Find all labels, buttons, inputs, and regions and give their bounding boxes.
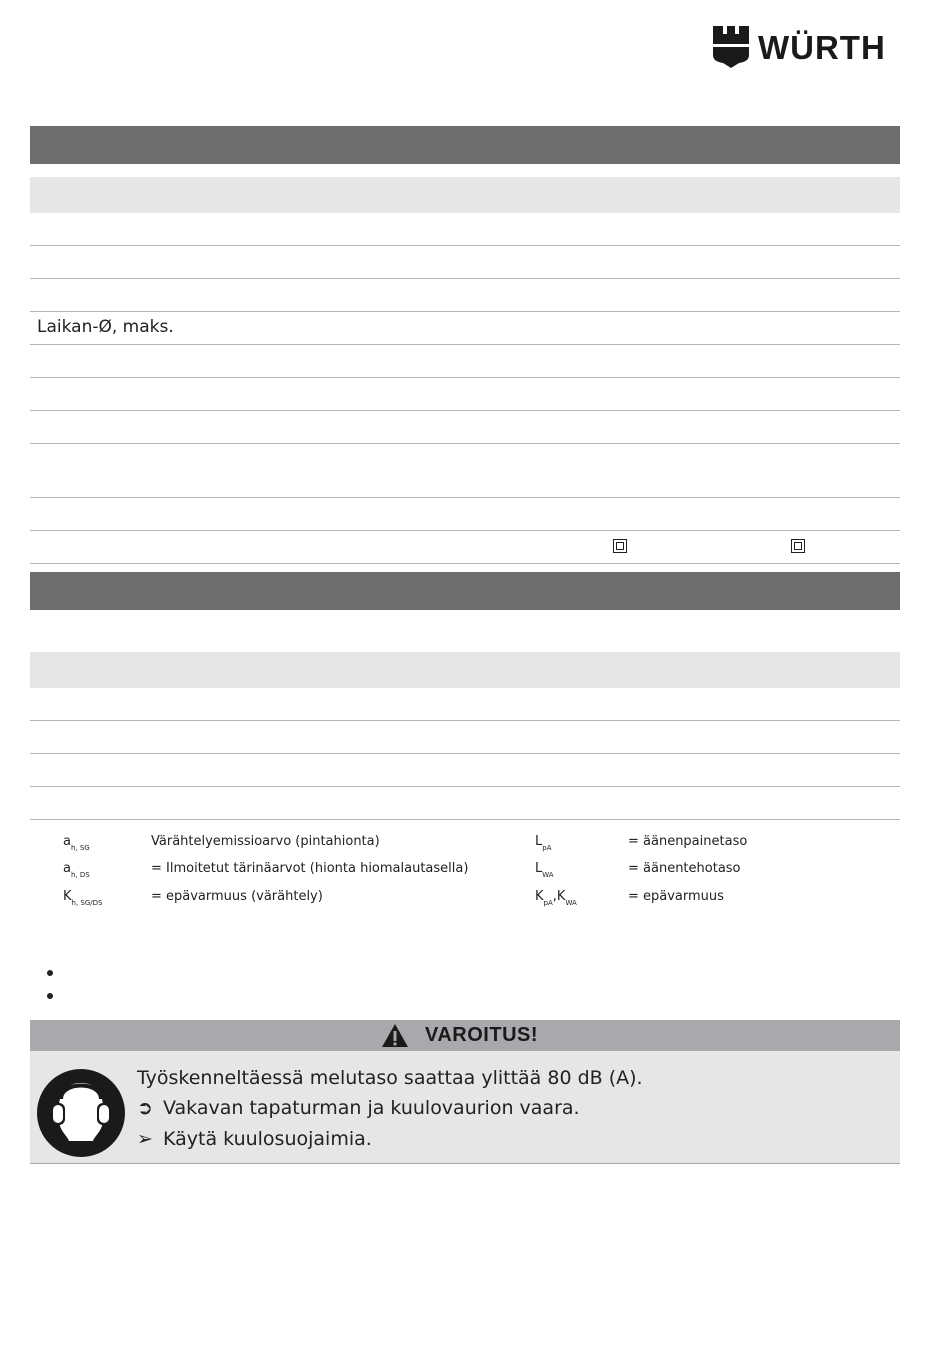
legend-description: = epävarmuus (värähtely) — [151, 889, 323, 904]
legend-symbol: $K_{h, SG/DS}$ — [63, 889, 103, 907]
action-arrow-icon: ➢ — [137, 1128, 153, 1150]
legend-symbol: $L_{pA}$ — [535, 834, 552, 852]
warning-line-consequence: Vakavan tapaturman ja kuulovaurion vaara. — [163, 1097, 580, 1119]
legend-description: = Ilmoitetut tärinäarvot (hionta hiomalautasella) — [151, 861, 469, 876]
table-divider — [30, 530, 900, 531]
warning-line-action: Käytä kuulosuojaimia. — [163, 1128, 372, 1150]
legend-symbol: $a_{h, SG}$ — [63, 834, 90, 852]
warning-line-hazard: Työskenneltäessä melutaso saattaa ylittää 80 dB (A). — [137, 1067, 643, 1089]
table-divider — [30, 344, 900, 345]
warning-triangle-icon — [381, 1023, 409, 1048]
wurth-emblem-icon — [712, 26, 750, 68]
wurth-logo — [712, 26, 902, 68]
table-divider — [30, 278, 900, 279]
legend-description: = äänenpainetaso — [628, 834, 748, 849]
table-divider — [30, 819, 900, 820]
bullet-point — [47, 970, 53, 976]
spec-table-subheader — [30, 177, 900, 213]
protection-class-ii-icon — [791, 539, 805, 553]
brand-name: WÜRTH — [758, 29, 886, 66]
protection-class-ii-icon — [613, 539, 627, 553]
emission-table-header-bar — [30, 572, 900, 610]
legend-description: = epävarmuus — [628, 889, 724, 904]
table-divider — [30, 245, 900, 246]
warning-title: VAROITUS! — [425, 1024, 539, 1046]
legend-description: = äänentehotaso — [628, 861, 741, 876]
table-divider — [30, 377, 900, 378]
legend-symbol: $L_{WA}$ — [535, 861, 554, 879]
table-divider — [30, 410, 900, 411]
bullet-point — [47, 993, 53, 999]
table-divider — [30, 311, 900, 312]
consequence-arrow-icon: ➲ — [137, 1097, 153, 1119]
legend-symbol: $K_{pA},K_{WA}$ — [535, 889, 577, 907]
spec-table-header-bar — [30, 126, 900, 164]
hearing-protection-icon — [37, 1069, 125, 1157]
emission-table-subheader — [30, 652, 900, 688]
disc-diameter-label: Laikan-Ø, maks. — [37, 317, 174, 337]
legend-symbol: $a_{h, DS}$ — [63, 861, 90, 879]
table-divider — [30, 786, 900, 787]
table-divider — [30, 497, 900, 498]
legend-description: Värähtelyemissioarvo (pintahionta) — [151, 834, 380, 849]
table-divider — [30, 720, 900, 721]
table-divider — [30, 753, 900, 754]
table-divider — [30, 443, 900, 444]
table-divider — [30, 563, 900, 564]
